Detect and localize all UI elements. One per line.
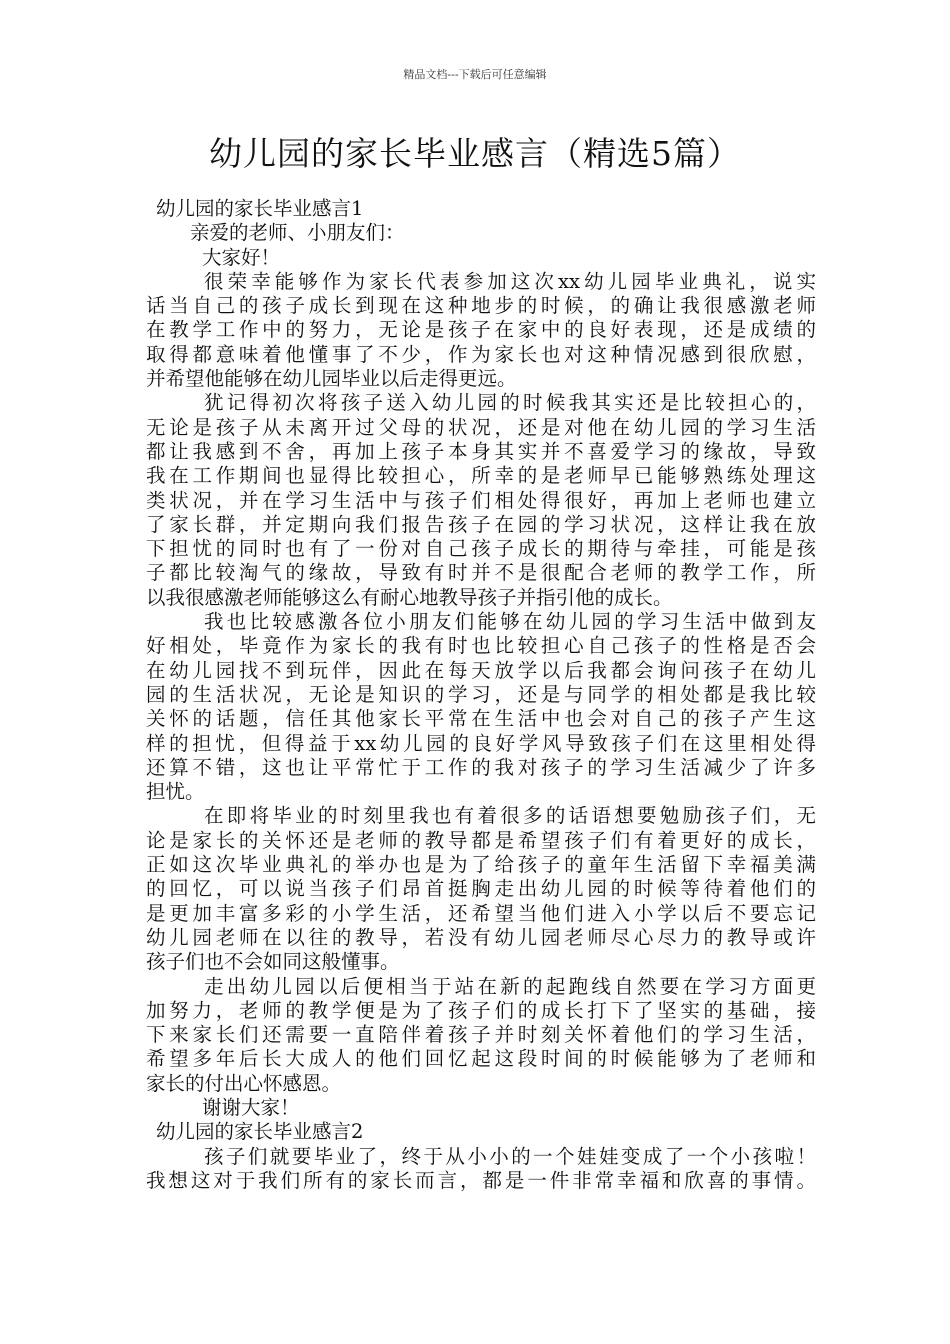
text-line: 在幼儿园找不到玩伴，因此在每天放学以后我都会询问孩子在幼儿	[146, 658, 816, 682]
text-line: 我也比较感激各位小朋友们能够在幼儿园的学习生活中做到友	[204, 610, 816, 634]
text-line: 在教学工作中的努力，无论是孩子在家中的良好表现，还是成绩的	[146, 318, 816, 342]
text-line: 论是家长的关怀还是老师的教导都是希望孩子们有着更好的成长，	[146, 828, 816, 852]
text-line: 大家好！	[202, 245, 281, 269]
header-note: 精品文档---下载后可任意编辑	[403, 68, 547, 81]
text-line: 幼儿园的家长毕业感言2	[156, 1120, 364, 1144]
text-line: 无论是孩子从未离开过父母的状况，还是对他在幼儿园的学习生活	[146, 415, 816, 439]
text-line: 关怀的话题，信任其他家长平常在生活中也会对自己的孩子产生这	[146, 707, 816, 731]
text-line: 犹记得初次将孩子送入幼儿园的时候我其实还是比较担心的，	[204, 391, 816, 415]
text-line: 我想这对于我们所有的家长而言，都是一件非常幸福和欣喜的事情。	[146, 1168, 816, 1192]
text-line: 类状况，并在学习生活中与孩子们相处得很好，再加上老师也建立	[146, 488, 816, 512]
text-line: 好相处，毕竟作为家长的我有时也比较担心自己孩子的性格是否会	[146, 634, 816, 658]
text-line: 的回忆，可以说当孩子们昂首挺胸走出幼儿园的时候等待着他们的	[146, 877, 816, 901]
text-line: 子都比较淘气的缘故，导致有时并不是很配合老师的教学工作，所	[146, 561, 816, 585]
text-line: 是更加丰富多彩的小学生活，还希望当他们进入小学以后不要忘记	[146, 901, 816, 925]
text-line: 了家长群，并定期向我们报告孩子在园的学习状况，这样让我在放	[146, 512, 816, 536]
text-line: 在即将毕业的时刻里我也有着很多的话语想要勉励孩子们，无	[204, 804, 816, 828]
text-line: 我在工作期间也显得比较担心，所幸的是老师早已能够熟练处理这	[146, 464, 816, 488]
document-body	[146, 197, 816, 1193]
text-line: 还算不错，这也让平常忙于工作的我对孩子的学习生活减少了许多	[146, 755, 816, 779]
text-line: 亲爱的老师、小朋友们：	[190, 221, 405, 245]
text-line: 以我很感激老师能够这么有耐心地教导孩子并指引他的成长。	[146, 585, 673, 609]
text-line: 加努力，老师的教学便是为了孩子们的成长打下了坚实的基础，接	[146, 998, 816, 1022]
text-line: 孩子们也不会如同这般懂事。	[146, 950, 400, 974]
text-line: 走出幼儿园以后便相当于站在新的起跑线自然要在学习方面更	[204, 974, 816, 998]
text-line: 家长的付出心怀感恩。	[146, 1071, 342, 1095]
text-line: 话当自己的孩子成长到现在这种地步的时候，的确让我很感激老师	[146, 294, 816, 318]
text-line: 取得都意味着他懂事了不少，作为家长也对这种情况感到很欣慰，	[146, 342, 816, 366]
text-line: 很荣幸能够作为家长代表参加这次xx幼儿园毕业典礼，说实	[204, 269, 816, 293]
text-line: 谢谢大家！	[202, 1095, 300, 1119]
text-line: 园的生活状况，无论是知识的学习，还是与同学的相处都是我比较	[146, 682, 816, 706]
text-line: 正如这次毕业典礼的举办也是为了给孩子的童年生活留下幸福美满	[146, 853, 816, 877]
text-line: 孩子们就要毕业了，终于从小小的一个娃娃变成了一个小孩啦！	[204, 1144, 816, 1168]
text-line: 样的担忧，但得益于xx幼儿园的良好学风导致孩子们在这里相处得	[146, 731, 816, 755]
document-title: 幼儿园的家长毕业感言（精选5篇）	[209, 134, 741, 173]
text-line: 都让我感到不舍，再加上孩子本身其实并不喜爱学习的缘故，导致	[146, 439, 816, 463]
text-line: 下来家长们还需要一直陪伴着孩子并时刻关怀着他们的学习生活，	[146, 1023, 816, 1047]
text-line: 希望多年后长大成人的他们回忆起这段时间的时候能够为了老师和	[146, 1047, 816, 1071]
text-line: 担忧。	[146, 780, 205, 804]
text-line: 并希望他能够在幼儿园毕业以后走得更远。	[146, 367, 517, 391]
text-line: 幼儿园的家长毕业感言1	[156, 197, 364, 220]
text-line: 幼儿园老师在以往的教导，若没有幼儿园老师尽心尽力的教导或许	[146, 925, 816, 949]
text-line: 下担忧的同时也有了一份对自己孩子成长的期待与牵挂，可能是孩	[146, 537, 816, 561]
